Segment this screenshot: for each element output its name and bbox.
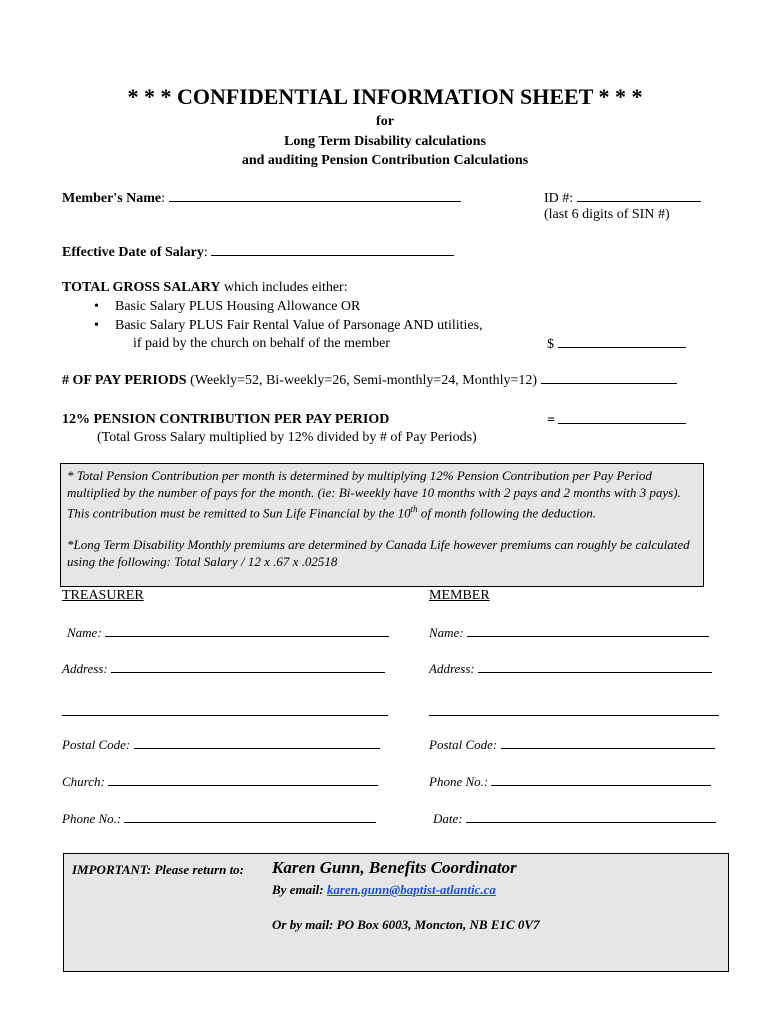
- id-label: ID #:: [544, 191, 574, 206]
- member-phone-field[interactable]: [491, 774, 711, 786]
- pay-periods-heading: # OF PAY PERIODS: [62, 373, 187, 388]
- bullet-dot: •: [94, 299, 99, 314]
- treasurer-phone-field[interactable]: [124, 811, 376, 823]
- gross-salary-option-1: Basic Salary PLUS Housing Allowance OR: [115, 299, 361, 314]
- pension-heading: 12% PENSION CONTRIBUTION PER PAY PERIOD: [62, 412, 390, 427]
- info-box: [60, 463, 704, 587]
- pay-periods-options: (Weekly=52, Bi-weekly=26, Semi-monthly=24, Monthly=12): [186, 373, 538, 388]
- treasurer-church-label: Church:: [62, 774, 105, 789]
- subtitle-for: for: [376, 114, 394, 129]
- member-phone-label: Phone No.:: [429, 774, 489, 789]
- member-postal-label: Postal Code:: [429, 737, 498, 752]
- email-row: [272, 882, 496, 898]
- member-name-field[interactable]: [467, 625, 709, 637]
- member-postal-row: [429, 737, 715, 753]
- treasurer-phone-row: [62, 811, 376, 827]
- member-address-row: [429, 661, 712, 677]
- treasurer-postal-label: Postal Code:: [62, 737, 131, 752]
- bullet-dot: •: [94, 318, 99, 333]
- pension-amount-row: [547, 412, 686, 429]
- member-address-label: Address:: [429, 661, 475, 676]
- treasurer-church-row: [62, 774, 378, 790]
- treasurer-phone-label: Phone No.:: [62, 811, 122, 826]
- treasurer-address-label: Address:: [62, 661, 108, 676]
- member-postal-field[interactable]: [501, 737, 715, 749]
- gross-salary-field[interactable]: [558, 336, 686, 348]
- treasurer-postal-field[interactable]: [134, 737, 380, 749]
- contact-name: Karen Gunn, Benefits Coordinator: [272, 858, 517, 877]
- currency-symbol: $: [547, 337, 554, 352]
- page-title: * * * CONFIDENTIAL INFORMATION SHEET * * *: [127, 84, 643, 109]
- id-note: (last 6 digits of SIN #): [544, 207, 670, 222]
- gross-salary-option-2: Basic Salary PLUS Fair Rental Value of Parsonage AND utilities,: [115, 318, 483, 333]
- member-date-field[interactable]: [466, 811, 716, 823]
- subtitle-line2: and auditing Pension Contribution Calculations: [241, 153, 529, 168]
- gross-salary-heading: TOTAL GROSS SALARY: [62, 280, 221, 295]
- member-date-row: [433, 811, 716, 827]
- member-address-field[interactable]: [478, 661, 712, 673]
- treasurer-name-field[interactable]: [105, 625, 389, 637]
- treasurer-heading: TREASURER: [62, 588, 144, 603]
- treasurer-name-row: [67, 625, 389, 641]
- treasurer-church-field[interactable]: [108, 774, 378, 786]
- member-name-label: Member's Name: [62, 191, 162, 206]
- mail-address: Or by mail: PO Box 6003, Moncton, NB E1C 0V7: [272, 917, 540, 932]
- member-name-row: Member's Name:: [62, 190, 461, 207]
- treasurer-name-label: Name:: [67, 625, 102, 640]
- treasurer-postal-row: [62, 737, 380, 753]
- id-field[interactable]: [577, 190, 701, 202]
- gross-salary-suffix: which includes either:: [220, 280, 348, 295]
- member-name-field[interactable]: [169, 190, 461, 202]
- effective-date-label: Effective Date of Salary: [62, 245, 204, 260]
- member-name-row: [429, 625, 709, 641]
- pay-periods-field[interactable]: [541, 372, 677, 384]
- member-name-label: Name:: [429, 625, 464, 640]
- effective-date-field[interactable]: [211, 244, 454, 256]
- pension-field[interactable]: [558, 412, 686, 424]
- effective-date-row: Effective Date of Salary:: [62, 244, 454, 261]
- ltd-info-text: *Long Term Disability Monthly premiums are determined by Canada Life however premiums can roughly be calculated using the following: Total Salary / 12 x .67 x .02518: [67, 537, 690, 569]
- email-link[interactable]: karen.gunn@baptist-atlantic.ca: [326, 882, 496, 897]
- treasurer-address-row: [62, 661, 385, 677]
- pension-info-text: * Total Pension Contribution per month is determined by multiplying 12% Pension Contribution per Pay Period multiplied by the number of pays for the month. (ie: Bi-weekly have 10 months with 2 pays and 2 months with 3 pays). This contribution must be remitted to Sun Life Financial by the 10th of month following the deduction.: [67, 468, 681, 521]
- member-date-label: Date:: [433, 811, 463, 826]
- member-heading: MEMBER: [429, 588, 490, 603]
- important-label: IMPORTANT: Please return to:: [72, 862, 245, 877]
- member-phone-row: [429, 774, 711, 790]
- treasurer-address-field[interactable]: [111, 661, 385, 673]
- equals-sign: =: [547, 413, 555, 428]
- email-label: By email:: [272, 882, 324, 897]
- member-address-line2[interactable]: [429, 715, 719, 716]
- id-row: [544, 190, 701, 207]
- gross-salary-heading-row: [62, 280, 348, 296]
- subtitle-line1: Long Term Disability calculations: [284, 134, 486, 149]
- pension-note: (Total Gross Salary multiplied by 12% divided by # of Pay Periods): [97, 430, 477, 445]
- pay-periods-row: [62, 372, 677, 389]
- treasurer-address-line2[interactable]: [62, 715, 388, 716]
- gross-salary-option-2-cont: if paid by the church on behalf of the member: [133, 336, 390, 351]
- gross-salary-amount-row: [547, 336, 686, 353]
